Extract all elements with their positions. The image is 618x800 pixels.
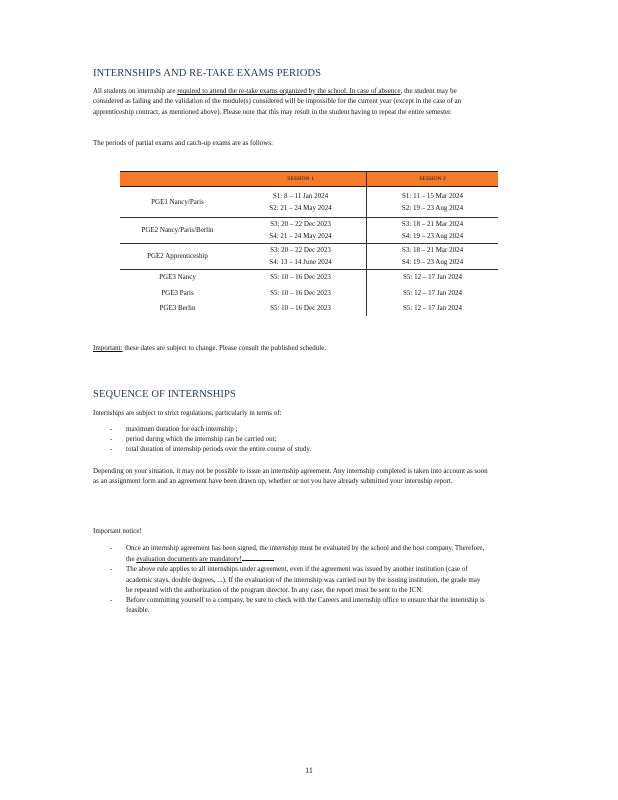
session-2-cell: S5: 12 – 17 Jan 2024 xyxy=(403,304,462,313)
session-2-line: S4: 19 – 23 Aug 2024 xyxy=(401,258,464,267)
table-row xyxy=(120,301,498,317)
underline-blank xyxy=(242,553,274,561)
session-2-line: S3: 18 – 21 Mar 2024 xyxy=(401,245,464,254)
table-header-session-2: SESSION 2 xyxy=(367,172,499,187)
agreement-paragraph: Depending on your situation, it may not be possible to issue an internship agreement. Any internship completed is taken into account as soon as an assignment form and an agreement have been drawn up, whether or not you have already submitted your internship report. xyxy=(93,467,488,486)
table-row xyxy=(120,269,498,285)
session-2-cell: S5: 12 – 17 Jan 2024 xyxy=(403,288,462,297)
list-item xyxy=(93,564,488,595)
session-1-cell xyxy=(235,218,367,244)
program-cell: PGE1 Nancy/Paris xyxy=(151,198,204,206)
list-item xyxy=(93,543,488,564)
regulations-list xyxy=(93,424,311,455)
list-item xyxy=(93,444,311,454)
dash-marker: - xyxy=(110,596,113,605)
page-number: 11 xyxy=(305,766,313,775)
retake-paragraph xyxy=(93,86,488,117)
schedule-change-note xyxy=(93,343,488,353)
dash-marker: - xyxy=(110,565,113,574)
table-row xyxy=(120,187,498,218)
session-2-line: S2: 19 – 23 Aug 2024 xyxy=(401,204,464,212)
session-2-cell xyxy=(367,243,499,269)
regulations-intro: Internships are subject to strict regulations, particularly in terms of: xyxy=(93,409,282,417)
program-cell: PGE2 Apprenticeship xyxy=(120,243,235,269)
program-cell: PGE3 Nancy xyxy=(120,269,235,285)
session-1-line: S4: 21 – 24 May 2024 xyxy=(269,232,332,241)
list-item-text: Once an internship agreement has been signed, the internship must be evaluated by the school and the host company. Therefore, the xyxy=(126,544,485,564)
retake-paragraph-end: , the student may be considered as failing and the validation of the module(s) considered will be impossible for the current year (except in the case of an apprenticeship contract, as mentioned above). Please note that this may result in the student having to repeat the entire semester. xyxy=(93,87,462,116)
list-item-text: The above rule applies to all internships under agreement, even if the agreement was issued by another institution (case of academic stays, double degrees, ...). If the evaluation of the internship was carried out by the issuing institution, the grade may be repeated with the authorization of the program director. In any case, the report must be sent to the ICN. xyxy=(126,565,481,594)
important-note-text: these dates are subject to change. Please consult the published schedule. xyxy=(122,344,327,352)
table-row xyxy=(120,243,498,269)
session-2-line: S4: 19 – 23 Aug 2024 xyxy=(401,232,464,241)
table-header-session-1: SESSION 1 xyxy=(235,172,367,187)
session-1-cell: S5: 10 – 16 Dec 2023 xyxy=(235,301,367,317)
mandatory-documents-emphasis: evaluation documents are mandatory! xyxy=(136,555,242,564)
table-header-row xyxy=(120,172,498,187)
list-item-text: Before committing yourself to a company, be sure to check with the Careers and internship office to ensure that the internship is feasible. xyxy=(126,596,485,615)
list-item xyxy=(93,434,311,444)
dash-marker: - xyxy=(110,445,113,454)
section-heading-internships-retake: INTERNSHIPS AND RE-TAKE EXAMS PERIODS xyxy=(93,68,322,79)
session-1-cell xyxy=(235,243,367,269)
important-label: Important: xyxy=(93,344,123,352)
program-cell: PGE3 Berlin xyxy=(159,304,196,313)
list-item xyxy=(93,595,488,615)
retake-paragraph-start: All students on internship are xyxy=(93,87,178,95)
session-1-cell xyxy=(235,187,367,218)
program-cell: PGE3 Paris xyxy=(161,288,194,297)
retake-paragraph-emphasis: required to attend the re-take exams organized by the school. In case of absence xyxy=(177,87,401,95)
session-1-line: S4: 13 – 14 June 2024 xyxy=(269,258,332,267)
dash-marker: - xyxy=(110,425,113,433)
session-2-cell xyxy=(367,218,499,244)
dash-marker: - xyxy=(110,435,113,444)
section-heading-sequence: SEQUENCE OF INTERNSHIPS xyxy=(93,389,236,400)
table-row xyxy=(120,285,498,301)
exam-periods-intro: The periods of partial exams and catch-up exams are as follows: xyxy=(93,139,273,147)
session-1-line: S1: 8 – 11 Jan 2024 xyxy=(272,191,329,200)
list-item-text: total duration of internship periods over the entire course of study. xyxy=(126,445,312,454)
table-header-program xyxy=(120,172,235,187)
session-1-line: S3: 20 – 22 Dec 2023 xyxy=(270,220,331,228)
session-2-cell: S5: 12 – 17 Jan 2024 xyxy=(367,269,499,285)
list-item xyxy=(93,424,311,434)
session-1-line: S3: 20 – 22 Dec 2023 xyxy=(270,245,331,254)
list-item-text: maximum duration for each internship ; xyxy=(126,425,238,433)
important-notice-title: Important notice! xyxy=(93,527,142,535)
session-2-line: S3: 18 – 21 Mar 2024 xyxy=(401,220,464,228)
session-2-line: S1: 11 – 15 Mar 2024 xyxy=(402,191,463,200)
notice-list xyxy=(93,543,488,615)
program-cell: PGE2 Nancy/Paris/Berlin xyxy=(120,218,235,244)
exam-sessions-table xyxy=(120,171,498,316)
session-1-line: S2: 21 – 24 May 2024 xyxy=(269,204,332,212)
table-row xyxy=(120,218,498,244)
session-1-cell: S5: 10 – 16 Dec 2023 xyxy=(235,285,367,301)
list-item-text: period during which the internship can be carried out; xyxy=(126,435,277,444)
session-1-cell: S5: 10 – 16 Dec 2023 xyxy=(235,269,367,285)
session-2-cell xyxy=(367,187,499,218)
dash-marker: - xyxy=(110,544,113,552)
